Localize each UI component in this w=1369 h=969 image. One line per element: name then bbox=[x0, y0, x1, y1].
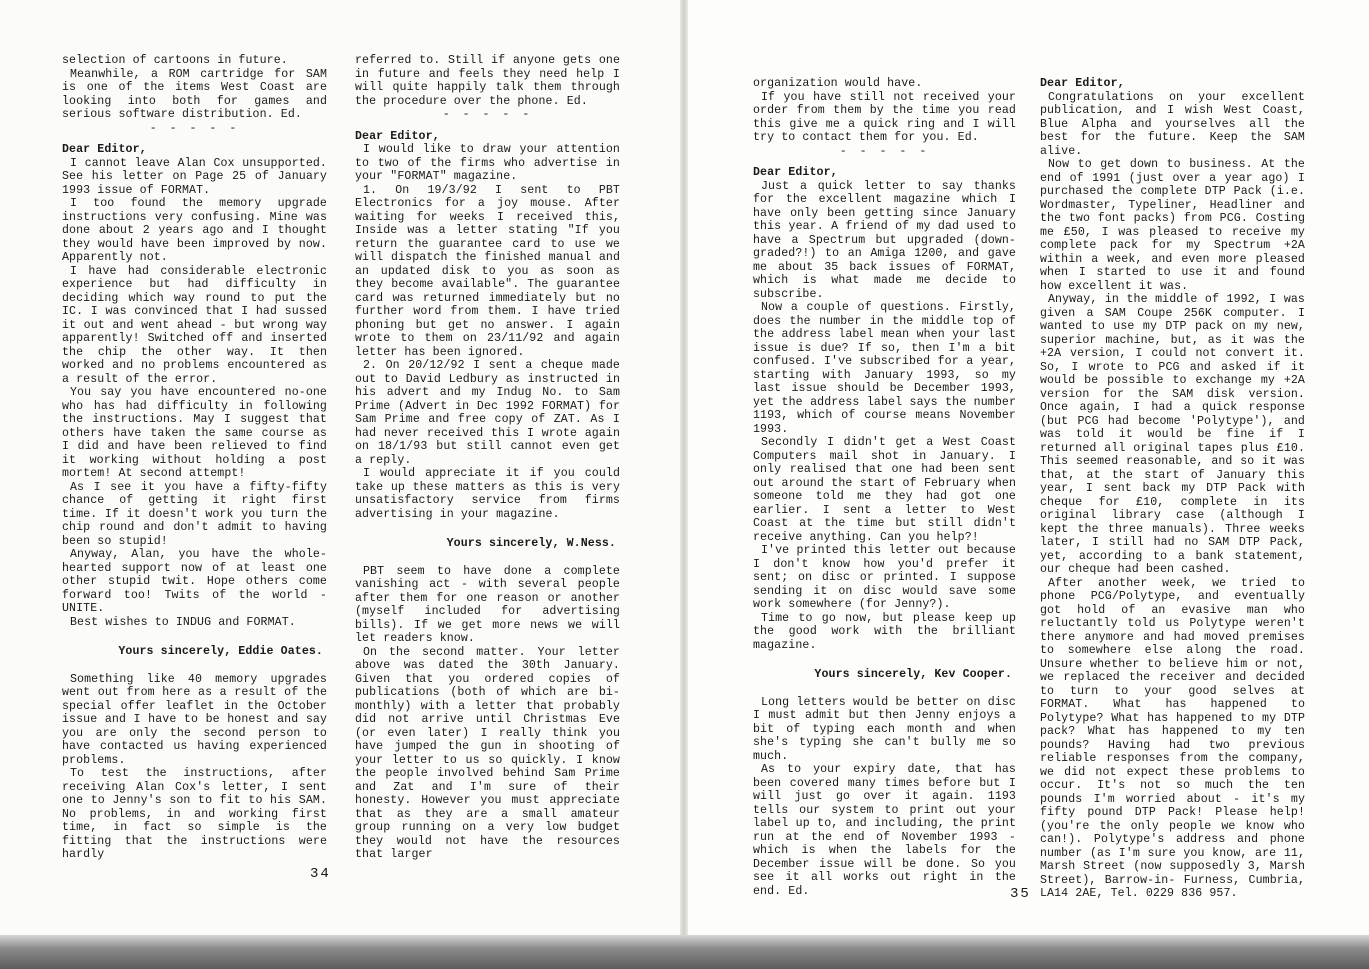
paragraph: 1. On 19/3/92 I sent to PBT Electronics for a joy mouse. After waiting for weeks I received this, Inside was a letter stating "If you return the guarantee card to use we will dispatch the finished manual and an updated disk to you as soon as they become available". The guarantee card was returned immediately but no further word from them. I have tried phoning but get no answer. I again wrote to them on 23/11/92 and again letter has been ignored. bbox=[355, 183, 620, 359]
salutation: Dear Editor, bbox=[1040, 77, 1125, 90]
editor-reply: On the second matter. Your letter above was dated the 30th January. Given that you ordered copies of publications (both of which are bi-monthly) with a letter that probably did not arrive until Christmas Eve (or even later) I really think you have jumped the gun in shooting of your letter to us so quickly. I know the people involved behind Sam Prime and Zat and I'm sure of their honesty. However you must appreciate that as they are a small amateur group running on a very low budget they would not have the resources that larger bbox=[355, 645, 620, 861]
paragraph: I cannot leave Alan Cox unsupported. See his letter on Page 25 of January 1993 issue of FORMAT. bbox=[62, 156, 327, 197]
paragraph: Anyway, in the middle of 1992, I was given a SAM Coupe 256K computer. I wanted to use my DTP pack on my new, superior machine, but, as it was the +2A version, I could not convert it. So, I wrote to PCG and asked if it would be possible to exchange my +2A version for the SAM disk version. Once again, I had a quick response (but PCG had become 'Polytype'), and was told it would be fine if I returned all original tapes plus £10. This seemed reasonable, and so it was that, at the start of January this year, I sent back my DTP Pack with cheque for £10, complete in its original library case (although I kept the three manuals). Three weeks later, I still had no SAM DTP Pack, yet, according to a bank statement, our cheque had been cashed. bbox=[1040, 293, 1305, 576]
letters-column-2 bbox=[355, 54, 620, 862]
editor-reply: If you have still not received your order from them by the time you read this give me a quick ring and I will try to contact them for you. Ed. bbox=[753, 90, 1016, 144]
editor-reply: Something like 40 memory upgrades went out from here as a result of the special offer leaflet in the October issue and I have to be honest and say you are only the second person to have contacted us having experienced problems. bbox=[62, 672, 327, 767]
editor-reply: Meanwhile, a ROM cartridge for SAM is one of the items West Coast are looking into both for games and serious software distribution. Ed. bbox=[62, 67, 327, 121]
paragraph: Congratulations on your excellent publication, and I wish West Coast, Blue Alpha and yourselves all the best for the future. Keep the SAM alive. bbox=[1040, 90, 1305, 158]
paragraph: You say you have encountered no-one who has had difficulty in following the instructions. May I suggest that others have taken the same course as I did and have been relieved to find it working without holding a post mortem! At second attempt! bbox=[62, 386, 327, 480]
signature: Yours sincerely, Eddie Oates. bbox=[118, 645, 323, 658]
paragraph: Anyway, Alan, you have the whole-hearted support now of at least one other stupid twit. Hope others come forward too! Twits of the world - UNITE. bbox=[62, 548, 327, 615]
left-page bbox=[0, 0, 684, 969]
paragraph: selection of cartoons in future. bbox=[62, 54, 288, 67]
page-number: 35 bbox=[1010, 886, 1031, 902]
paragraph: Secondly I didn't get a West Coast Computers mail shot in January. I only realised that one had been sent out around the start of February when someone told me they had got one earlier. I sent a letter to West Coast at the time but still didn't receive anything. Can you help?! bbox=[753, 436, 1016, 544]
paragraph: As I see it you have a fifty-fifty chance of getting it right first time. If it doesn't work you turn the chip round and don't admit to having been so stupid! bbox=[62, 480, 327, 548]
editor-reply: PBT seem to have done a complete vanishing act - with several people after them for one reason or another (myself included for advertising bills). If we get more news we will let readers know. bbox=[355, 564, 620, 645]
page-gutter bbox=[680, 0, 688, 969]
paragraph: Now a couple of questions. Firstly, does the number in the middle top of the address label mean when your last issue is due? If so, then I'm a bit confused. I've subscribed for a year, starting with January 1993, so my last issue should be December 1993, yet the address label says the number 1193, which of course means November 1993. bbox=[753, 301, 1016, 436]
paragraph: I've printed this letter out because I don't know how you'd prefer it sent; on disc or printed. I suppose sending it on disc would save some work somewhere (for Jenny?). bbox=[753, 544, 1016, 611]
letters-column-4 bbox=[1040, 77, 1305, 901]
separator: - - - - - bbox=[442, 108, 533, 121]
editor-reply: Long letters would be better on disc I must admit but then Jenny enjoys a bit of typing each month and when she's typing she can't bully me so much. bbox=[753, 695, 1016, 763]
letters-column-3 bbox=[753, 77, 1016, 898]
paragraph: Time to go now, but please keep up the good work with the brilliant magazine. bbox=[753, 611, 1016, 652]
editor-reply: referred to. Still if anyone gets one in future and feels they need help I will quite happily talk them through the procedure over the phone. Ed. bbox=[355, 54, 620, 108]
paragraph: I would like to draw your attention to two of the firms who advertise in your "FORMAT" magazine. bbox=[355, 143, 620, 183]
paragraph: I would appreciate it if you could take up these matters as this is very unsatisfactory service from firms advertising in your magazine. bbox=[355, 467, 620, 521]
signature: Yours sincerely, Kev Cooper. bbox=[814, 668, 1012, 681]
salutation: Dear Editor, bbox=[62, 143, 147, 156]
editor-reply: organization would have. bbox=[753, 77, 923, 90]
separator: - - - - - bbox=[149, 121, 240, 135]
letters-column-1 bbox=[62, 54, 327, 862]
paragraph: I too found the memory upgrade instructions very confusing. Mine was done about 2 years ago and I thought they would have been improved by now. Apparently not. bbox=[62, 197, 327, 264]
editor-reply: As to your expiry date, that has been covered many times before but I will just go over it again. 1193 tells our system to print out your label up to, and including, the print run at the end of November 1993 - which is when the labels for the December issue will be done. So you see it all works out right in the end. Ed. bbox=[753, 763, 1016, 898]
scan-shadow bbox=[0, 935, 1369, 969]
page-number: 34 bbox=[310, 866, 331, 882]
paragraph: Now to get down to business. At the end of 1991 (just over a year ago) I purchased the complete DTP Pack (i.e. Wordmaster, Typeliner, Headliner and the two font packs) from PCG. Costing me £50, I was pleased to receive my complete pack for my Spectrum +2A within a week, and even more pleased when I started to use it and found how excellent it was. bbox=[1040, 158, 1305, 293]
paragraph: 2. On 20/12/92 I sent a cheque made out to David Ledbury as instructed in his advert and my Indug No. to Sam Prime (Advert in Dec 1992 FORMAT) for Sam Prime and free copy of ZAT. As I had never received this I wrote again on 18/1/93 but still cannot even get a reply. bbox=[355, 359, 620, 467]
paragraph: After another week, we tried to phone PCG/Polytype, and eventually got hold of an evasive man who reluctantly told us Polytype weren't there anymore and had moved premises to somewhere else along the road. Unsure whether to believe him or not, we replaced the receiver and decided to turn to your good selves at FORMAT. What has happened to Polytype? What has happened to my DTP pack? What has happened to my ten pounds? Having had two previous reliable responses from the company, we did not expect these problems to occur. It's not so much the ten pounds I'm worried about - it's my fifty pound DTP Pack! Please help! (you're the only people we know who can!). Polytype's address and phone number (as I'm sure you know, are 11, Marsh Street (now supposedly 3, Marsh Street), Barrow-in- Furness, Cumbria, LA14 2AE, Tel. 0229 836 957. bbox=[1040, 576, 1305, 900]
paragraph: I have had considerable electronic experience but had difficulty in deciding which way round to put the IC. I was convinced that I had sussed it out and went ahead - but wrong way apparently! Switched off and inserted the chip the other way. It then worked and no problems encountered as a result of the error. bbox=[62, 264, 327, 386]
right-page bbox=[684, 0, 1369, 969]
paragraph: Just a quick letter to say thanks for the excellent magazine which I have only been getting since January this year. A friend of my dad used to have a Spectrum but upgraded (down-graded?!) to an Amiga 1200, and gave me about 35 back issues of FORMAT, which is what made me decide to subscribe. bbox=[753, 179, 1016, 301]
paragraph: Best wishes to INDUG and FORMAT. bbox=[70, 615, 296, 629]
separator: - - - - - bbox=[839, 144, 930, 158]
signature: Yours sincerely, W.Ness. bbox=[446, 537, 616, 550]
salutation: Dear Editor, bbox=[753, 166, 838, 179]
editor-reply: To test the instructions, after receiving Alan Cox's letter, I sent one to Jenny's son to fit to his SAM. No problems, in and working first time, in fact so simple is the fitting that the instructions were hardly bbox=[62, 767, 327, 861]
salutation: Dear Editor, bbox=[355, 129, 440, 143]
